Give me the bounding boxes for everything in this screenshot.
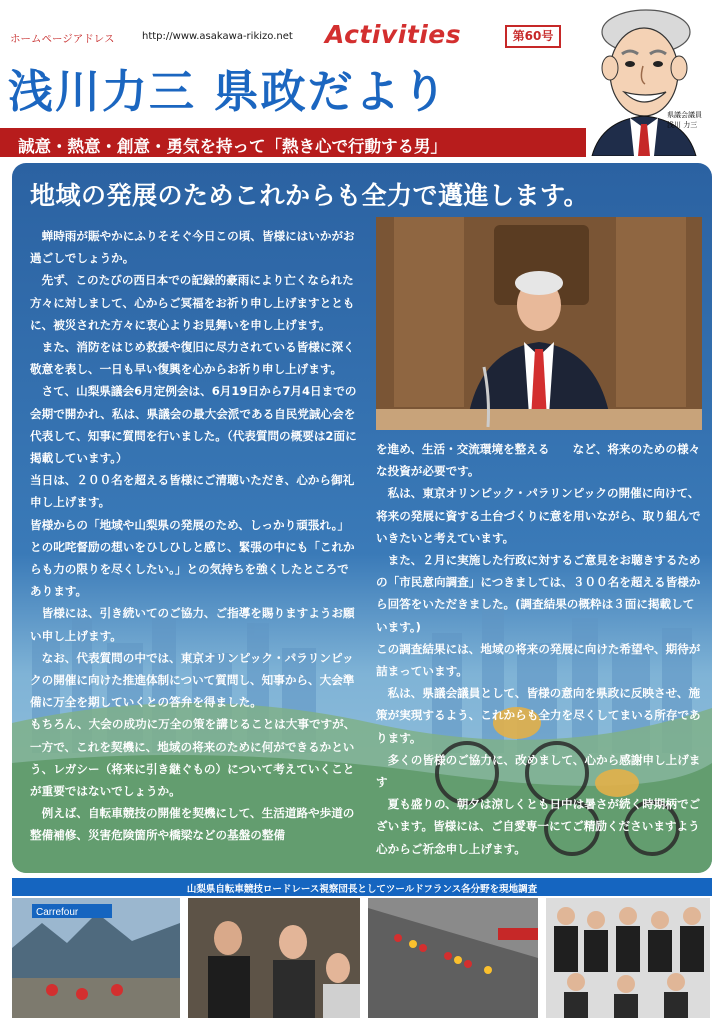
homepage-label: ホームページアドレス [10, 33, 115, 45]
paragraph: 先ず、このたびの西日本での記録的豪雨により亡くなられた方々に対しまして、心からご冥福をお祈り申し上げますとともに、被災された方々に衷心よりお見舞いを申し上げます。 [30, 273, 355, 332]
paragraph: また、消防をはじめ救援や復旧に尽力されている皆様に深く敬意を表し、一日も早い復興を心からお祈り申し上げます。 [30, 340, 355, 377]
activities-label: Activities [325, 20, 462, 49]
paragraph: 皆様には、引き続いてのご協力、ご指導を賜りますようお願い申し上げます。 [30, 606, 355, 643]
speaker-photo [376, 217, 702, 430]
paragraph: 私は、県議会議員として、皆様の意向を県政に反映させ、施策が実現するよう、これからも全力を尽くしてまいる所存であります。 [376, 686, 701, 745]
group-photo [546, 898, 710, 1018]
paragraph: もちろん、大会の成功に万全の策を講じることは大事ですが、一方で、これを契機に、地域の将来のために何ができるかという、レガシー（将来に引き継ぐもの）について考えていくことが重要ではないでしょうか。 [30, 717, 356, 799]
paragraph: 夏も盛りの、朝夕は涼しくとも日中は暑さが続く時期柄でございます。皆様には、ご自愛専一にてご精励くださいますよう心からご祈念申し上げます。 [376, 797, 701, 856]
article-headline: 地域の発展のためこれからも全力で邁進します。 [30, 181, 590, 210]
paragraph: 多くの皆様のご協力に、改めまして、心から感謝申し上げます [376, 752, 701, 790]
paragraph: この調査結果には、地域の将来の発展に向けた希望や、期待が詰まっています。 [376, 641, 701, 679]
race-photo-3 [368, 898, 538, 1018]
member-name: 浅川 力三 [667, 121, 698, 129]
paragraph: 皆様からの「地域や山梨県の発展のため、しっかり頑張れ。」との叱咤督励の想いをひしひしと感じ、緊張の中にも「これからも力の限りを尽くしたい。」との気持ちを強くしたところであります。 [30, 517, 355, 599]
banner-text: Carrefour [36, 907, 79, 918]
paragraph: を進め、生活・交流環境を整える など、将来のための様々な投資が必要です。 [376, 442, 701, 479]
photo-caption: 山梨県自転車競技ロードレース視察団長としてツールドフランス各分野を現地調査 [186, 884, 538, 895]
paragraph: 例えば、自転車競技の開催を契機にして、生活道路や歩道の整備補修、災害危険箇所や橋梁などの基盤の整備 [30, 806, 355, 843]
paragraph: 当日は、２００名を超える皆様にご清聴いただき、心から御礼申し上げます。 [30, 473, 355, 510]
paragraph: 蝉時雨が賑やかにふりそそぐ今日この頃、皆様にはいかがお過ごしでしょうか。 [30, 229, 355, 266]
member-title: 県議会議員 [667, 111, 702, 119]
article-right-column [376, 438, 701, 860]
homepage-url[interactable]: http://www.asakawa-rikizo.net [142, 31, 293, 42]
race-photo-1 [12, 898, 180, 1018]
race-photo-2 [188, 898, 360, 1018]
paragraph: 私は、東京オリンピック・パラリンピックの開催に向けて、将来の発展に資する土台づくりに意を用いながら、取り組んでいきたいと考えています。 [376, 486, 701, 545]
slogan-text: 誠意・熱意・創意・勇気を持って「熱き心で行動する男」 [18, 137, 447, 156]
paragraph: さて、山梨県議会6月定例会は、6月19日から7月4日までの会期で開かれ、私は、県議会の最大会派である自民党誠心会を代表して、知事に質問を行いました。（代表質問の概要は2面に掲載しています。） [30, 384, 357, 466]
paragraph: なお、代表質問の中では、東京オリンピック・パラリンピックの開催に向けた推進体制について質問し、知事から、大会準備に万全を期していくとの答弁を得ました。 [30, 650, 355, 710]
caricature-portrait [582, 6, 714, 156]
paragraph: また、２月に実施した行政に対するご意見をお聴きするための「市民意向調査」につきましては、３００名を超える皆様から回答をいただきました。(調査結果の概粋は３面に掲載しています。) [376, 553, 701, 634]
newsletter-title: 浅川力三 県政だより [8, 65, 449, 118]
article-left-column [30, 225, 360, 847]
issue-number-badge: 第60号 [505, 25, 561, 48]
